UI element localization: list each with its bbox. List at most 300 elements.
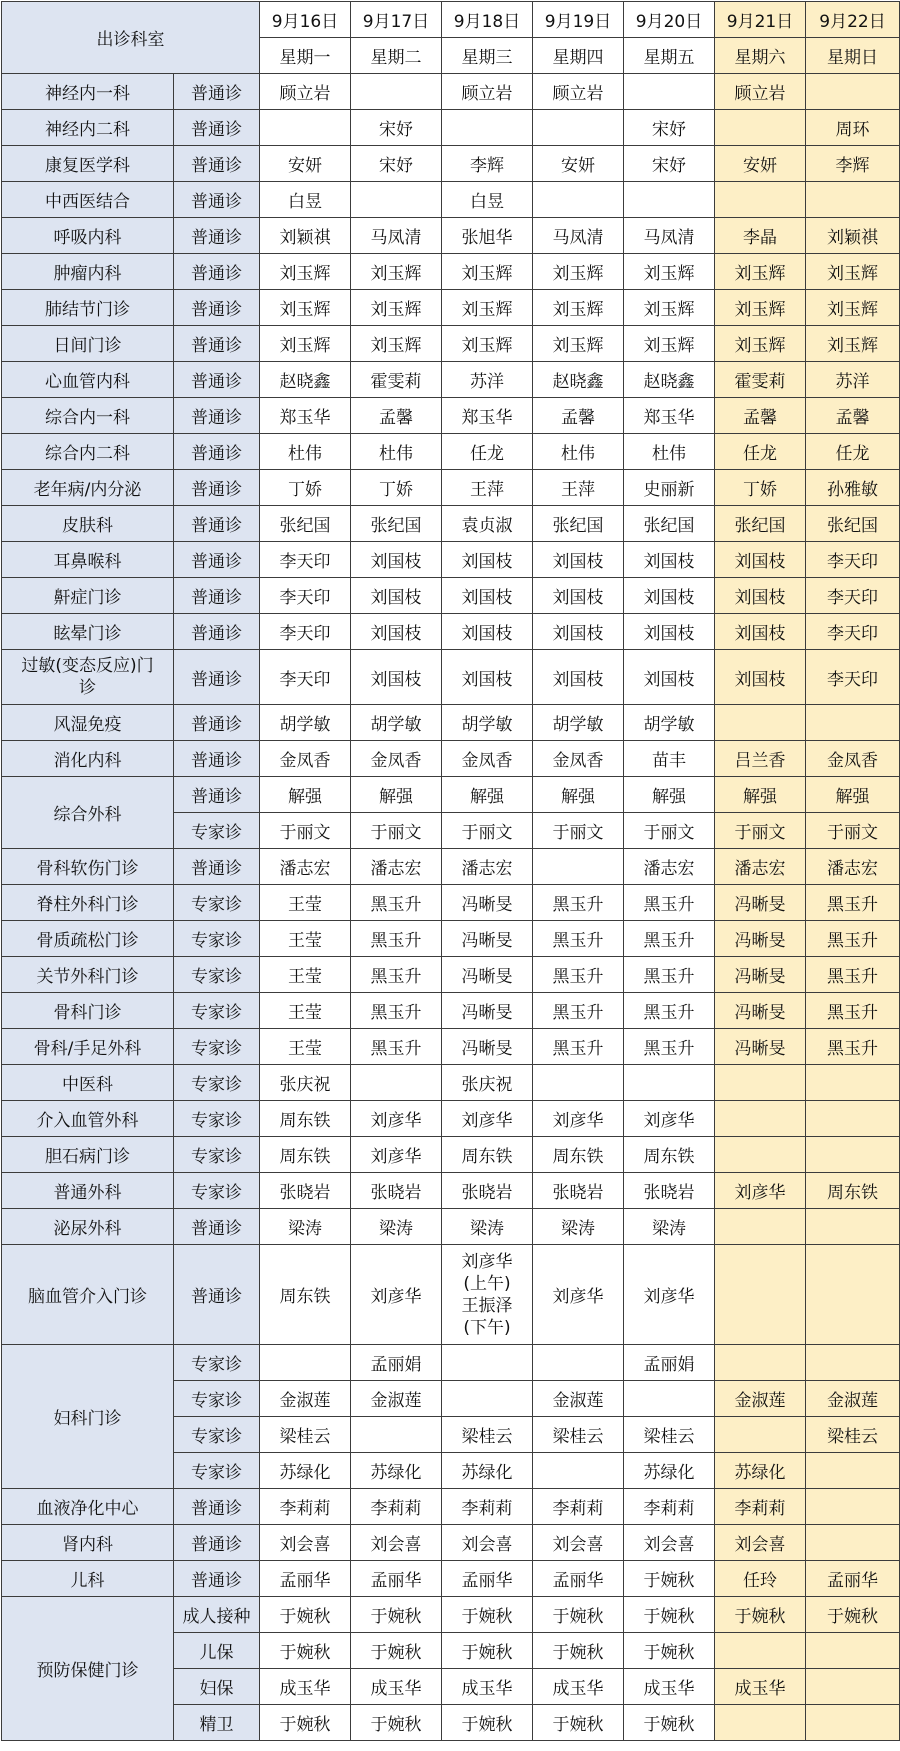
clinic-type: 普通诊	[174, 398, 260, 434]
doctor-cell: 于婉秋	[715, 1597, 806, 1633]
doctor-cell: 金凤香	[806, 741, 900, 777]
department-name: 耳鼻喉科	[2, 542, 174, 578]
department-name: 皮肤科	[2, 506, 174, 542]
doctor-cell: 金淑莲	[260, 1381, 351, 1417]
doctor-cell: 丁娇	[351, 470, 442, 506]
doctor-cell	[806, 1137, 900, 1173]
doctor-cell: 刘国枝	[442, 650, 533, 705]
clinic-type: 普通诊	[174, 578, 260, 614]
doctor-cell: 刘玉辉	[806, 254, 900, 290]
clinic-type: 专家诊	[174, 813, 260, 849]
department-name: 中医科	[2, 1065, 174, 1101]
doctor-cell	[351, 1417, 442, 1453]
doctor-cell: 苏绿化	[624, 1453, 715, 1489]
doctor-cell: 金凤香	[351, 741, 442, 777]
doctor-cell	[260, 1345, 351, 1381]
doctor-cell	[806, 182, 900, 218]
doctor-cell: 黑玉升	[351, 921, 442, 957]
date-header: 9月19日	[533, 2, 624, 38]
doctor-cell: 于婉秋	[624, 1597, 715, 1633]
doctor-cell: 刘玉辉	[715, 290, 806, 326]
schedule-row	[2, 741, 900, 777]
cell-line: (下午)	[463, 1317, 511, 1338]
clinic-type: 专家诊	[174, 1101, 260, 1137]
clinic-type: 普通诊	[174, 506, 260, 542]
doctor-cell: 解强	[351, 777, 442, 813]
doctor-cell: 李莉莉	[624, 1489, 715, 1525]
weekday-header: 星期六	[715, 38, 806, 74]
department-name: 肺结节门诊	[2, 290, 174, 326]
doctor-cell: 解强	[442, 777, 533, 813]
doctor-cell: 胡学敏	[624, 705, 715, 741]
doctor-cell: 冯晰旻	[715, 1029, 806, 1065]
doctor-cell: 冯晰旻	[715, 921, 806, 957]
doctor-cell: 金淑莲	[715, 1381, 806, 1417]
doctor-cell: 刘会喜	[715, 1525, 806, 1561]
doctor-cell: 黑玉升	[533, 921, 624, 957]
doctor-cell: 李天印	[260, 614, 351, 650]
doctor-cell	[351, 1065, 442, 1101]
department-name: 泌尿外科	[2, 1209, 174, 1245]
doctor-cell: 刘颖祺	[806, 218, 900, 254]
doctor-cell: 张晓岩	[260, 1173, 351, 1209]
doctor-cell: 梁桂云	[442, 1417, 533, 1453]
clinic-type: 普通诊	[174, 470, 260, 506]
doctor-cell: 成玉华	[533, 1669, 624, 1705]
doctor-cell: 安妍	[260, 146, 351, 182]
doctor-cell: 于丽文	[260, 813, 351, 849]
doctor-cell	[533, 1345, 624, 1381]
department-name: 眩晕门诊	[2, 614, 174, 650]
doctor-cell: 刘玉辉	[624, 254, 715, 290]
schedule-row	[2, 542, 900, 578]
doctor-cell: 李莉莉	[260, 1489, 351, 1525]
schedule-row	[2, 290, 900, 326]
doctor-cell: 黑玉升	[806, 921, 900, 957]
doctor-cell: 解强	[533, 777, 624, 813]
doctor-cell: 梁桂云	[624, 1417, 715, 1453]
doctor-cell: 马凤清	[624, 218, 715, 254]
doctor-cell: 刘国枝	[533, 650, 624, 705]
doctor-cell: 刘玉辉	[806, 290, 900, 326]
doctor-cell: 周东铁	[806, 1173, 900, 1209]
department-name	[2, 650, 174, 705]
doctor-cell: 刘国枝	[715, 650, 806, 705]
doctor-cell: 刘国枝	[351, 650, 442, 705]
doctor-cell: 张纪国	[533, 506, 624, 542]
doctor-cell: 刘国枝	[715, 578, 806, 614]
doctor-cell: 孟丽华	[442, 1561, 533, 1597]
doctor-cell: 黑玉升	[533, 957, 624, 993]
clinic-type: 妇保	[174, 1669, 260, 1705]
schedule-row	[2, 506, 900, 542]
schedule-row	[2, 1525, 900, 1561]
doctor-cell: 于丽文	[715, 813, 806, 849]
doctor-cell: 张纪国	[624, 506, 715, 542]
doctor-cell	[806, 1065, 900, 1101]
doctor-cell	[715, 1101, 806, 1137]
doctor-cell	[624, 1381, 715, 1417]
doctor-cell	[806, 1345, 900, 1381]
doctor-cell: 李天印	[806, 578, 900, 614]
doctor-cell: 冯晰旻	[715, 957, 806, 993]
cell-line: (上午)	[463, 1273, 511, 1294]
doctor-cell: 于婉秋	[533, 1705, 624, 1741]
department-name: 关节外科门诊	[2, 957, 174, 993]
doctor-cell: 刘玉辉	[442, 254, 533, 290]
doctor-cell: 黑玉升	[624, 885, 715, 921]
doctor-cell: 冯晰旻	[442, 957, 533, 993]
department-name: 预防保健门诊	[2, 1597, 174, 1741]
doctor-cell: 李天印	[806, 542, 900, 578]
doctor-cell: 宋妤	[351, 146, 442, 182]
doctor-cell: 于婉秋	[806, 1597, 900, 1633]
clinic-type: 专家诊	[174, 1381, 260, 1417]
schedule-row	[2, 1345, 900, 1381]
doctor-cell: 周东铁	[442, 1137, 533, 1173]
doctor-cell: 任玲	[715, 1561, 806, 1597]
date-header: 9月17日	[351, 2, 442, 38]
doctor-cell: 刘玉辉	[260, 254, 351, 290]
doctor-cell: 梁涛	[351, 1209, 442, 1245]
schedule-row	[2, 1209, 900, 1245]
clinic-type: 普通诊	[174, 650, 260, 705]
doctor-cell	[624, 74, 715, 110]
doctor-cell: 刘国枝	[624, 650, 715, 705]
doctor-cell: 刘会喜	[624, 1525, 715, 1561]
header-corner: 出诊科室	[2, 2, 260, 74]
doctor-cell: 刘国枝	[442, 614, 533, 650]
doctor-cell: 胡学敏	[442, 705, 533, 741]
doctor-cell: 刘彦华	[351, 1245, 442, 1345]
cell-line: 过敏(变态反应)门	[21, 656, 154, 676]
department-name: 脊柱外科门诊	[2, 885, 174, 921]
doctor-cell: 丁娇	[715, 470, 806, 506]
doctor-cell: 张晓岩	[533, 1173, 624, 1209]
doctor-cell: 黑玉升	[806, 885, 900, 921]
department-name: 综合内一科	[2, 398, 174, 434]
doctor-cell: 顾立岩	[533, 74, 624, 110]
doctor-cell: 李辉	[806, 146, 900, 182]
doctor-cell	[715, 1065, 806, 1101]
department-name: 脑血管介入门诊	[2, 1245, 174, 1345]
department-name: 神经内二科	[2, 110, 174, 146]
doctor-cell: 马凤清	[351, 218, 442, 254]
doctor-cell: 王莹	[260, 957, 351, 993]
doctor-cell: 郑玉华	[442, 398, 533, 434]
doctor-cell: 张纪国	[351, 506, 442, 542]
doctor-cell	[715, 1705, 806, 1741]
department-name: 胆石病门诊	[2, 1137, 174, 1173]
clinic-type: 普通诊	[174, 218, 260, 254]
clinic-type: 专家诊	[174, 957, 260, 993]
doctor-cell: 苏洋	[806, 362, 900, 398]
doctor-cell: 梁涛	[624, 1209, 715, 1245]
weekday-header: 星期五	[624, 38, 715, 74]
doctor-cell	[806, 1245, 900, 1345]
doctor-cell: 孙雅敏	[806, 470, 900, 506]
doctor-cell: 张纪国	[715, 506, 806, 542]
cell-line: 刘彦华	[461, 1251, 513, 1272]
department-name: 骨科软伤门诊	[2, 849, 174, 885]
clinic-type: 普通诊	[174, 849, 260, 885]
doctor-cell: 刘玉辉	[715, 326, 806, 362]
doctor-cell: 刘玉辉	[533, 290, 624, 326]
doctor-cell: 于婉秋	[442, 1633, 533, 1669]
doctor-cell: 于丽文	[806, 813, 900, 849]
doctor-cell: 孟馨	[806, 398, 900, 434]
doctor-cell: 李天印	[260, 650, 351, 705]
doctor-cell	[624, 182, 715, 218]
doctor-cell: 周东铁	[260, 1137, 351, 1173]
doctor-cell: 于婉秋	[442, 1705, 533, 1741]
doctor-cell: 李莉莉	[442, 1489, 533, 1525]
doctor-cell: 苏绿化	[442, 1453, 533, 1489]
doctor-cell: 刘国枝	[715, 542, 806, 578]
doctor-cell: 刘玉辉	[806, 326, 900, 362]
doctor-cell: 张庆祝	[442, 1065, 533, 1101]
clinic-type: 普通诊	[174, 1209, 260, 1245]
doctor-cell: 李辉	[442, 146, 533, 182]
date-header: 9月21日	[715, 2, 806, 38]
doctor-cell: 于婉秋	[533, 1633, 624, 1669]
cell-line: 诊	[79, 678, 96, 698]
doctor-cell	[806, 1633, 900, 1669]
clinic-type: 普通诊	[174, 362, 260, 398]
clinic-type: 专家诊	[174, 1417, 260, 1453]
date-header: 9月16日	[260, 2, 351, 38]
doctor-cell: 刘国枝	[533, 614, 624, 650]
weekday-header: 星期一	[260, 38, 351, 74]
doctor-cell: 于婉秋	[624, 1633, 715, 1669]
department-name: 综合内二科	[2, 434, 174, 470]
doctor-cell: 黑玉升	[624, 1029, 715, 1065]
doctor-cell	[351, 74, 442, 110]
doctor-cell: 潘志宏	[351, 849, 442, 885]
department-name: 神经内一科	[2, 74, 174, 110]
doctor-cell	[806, 1101, 900, 1137]
department-name: 血液净化中心	[2, 1489, 174, 1525]
clinic-type: 普通诊	[174, 542, 260, 578]
doctor-cell: 苏洋	[442, 362, 533, 398]
clinic-type: 普通诊	[174, 777, 260, 813]
doctor-cell: 刘彦华	[624, 1245, 715, 1345]
doctor-cell: 苏绿化	[351, 1453, 442, 1489]
doctor-cell: 成玉华	[624, 1669, 715, 1705]
clinic-type: 普通诊	[174, 1525, 260, 1561]
doctor-cell: 霍雯莉	[351, 362, 442, 398]
doctor-cell	[533, 1453, 624, 1489]
clinic-type: 成人接种	[174, 1597, 260, 1633]
schedule-row	[2, 182, 900, 218]
clinic-type: 普通诊	[174, 74, 260, 110]
doctor-cell: 杜伟	[260, 434, 351, 470]
doctor-cell	[806, 1489, 900, 1525]
doctor-cell: 黑玉升	[351, 993, 442, 1029]
department-name: 普通外科	[2, 1173, 174, 1209]
clinic-type: 普通诊	[174, 741, 260, 777]
doctor-cell: 刘颖祺	[260, 218, 351, 254]
doctor-cell	[715, 1633, 806, 1669]
doctor-cell: 刘玉辉	[624, 326, 715, 362]
doctor-cell: 李天印	[260, 578, 351, 614]
doctor-cell	[715, 1209, 806, 1245]
doctor-cell	[260, 110, 351, 146]
clinic-type: 专家诊	[174, 1137, 260, 1173]
doctor-cell: 刘国枝	[624, 614, 715, 650]
doctor-cell: 吕兰香	[715, 741, 806, 777]
doctor-cell: 潘志宏	[442, 849, 533, 885]
clinic-type: 专家诊	[174, 993, 260, 1029]
department-name: 呼吸内科	[2, 218, 174, 254]
doctor-cell: 李天印	[260, 542, 351, 578]
doctor-cell: 赵晓鑫	[260, 362, 351, 398]
doctor-cell: 于婉秋	[351, 1633, 442, 1669]
doctor-cell: 苏绿化	[715, 1453, 806, 1489]
cell-line: 王振泽	[461, 1295, 513, 1316]
schedule-row	[2, 1101, 900, 1137]
doctor-cell: 黑玉升	[533, 885, 624, 921]
schedule-row	[2, 434, 900, 470]
doctor-cell: 黑玉升	[806, 1029, 900, 1065]
doctor-cell: 黑玉升	[806, 957, 900, 993]
doctor-cell: 梁涛	[533, 1209, 624, 1245]
doctor-cell: 周东铁	[533, 1137, 624, 1173]
schedule-row	[2, 1245, 900, 1345]
doctor-cell: 黑玉升	[624, 921, 715, 957]
doctor-cell: 王莹	[260, 993, 351, 1029]
department-name: 肿瘤内科	[2, 254, 174, 290]
department-name: 介入血管外科	[2, 1101, 174, 1137]
schedule-row	[2, 578, 900, 614]
doctor-cell: 刘会喜	[260, 1525, 351, 1561]
doctor-cell: 刘国枝	[442, 542, 533, 578]
doctor-cell: 于婉秋	[351, 1597, 442, 1633]
doctor-cell: 金淑莲	[351, 1381, 442, 1417]
doctor-cell: 袁贞淑	[442, 506, 533, 542]
department-name: 康复医学科	[2, 146, 174, 182]
schedule-row	[2, 254, 900, 290]
doctor-cell	[533, 110, 624, 146]
doctor-cell: 解强	[260, 777, 351, 813]
doctor-cell: 王莹	[260, 921, 351, 957]
doctor-cell	[715, 705, 806, 741]
doctor-cell	[533, 1065, 624, 1101]
clinic-type: 普通诊	[174, 290, 260, 326]
doctor-cell: 于婉秋	[624, 1705, 715, 1741]
doctor-cell: 刘国枝	[533, 542, 624, 578]
schedule-row	[2, 218, 900, 254]
schedule-row	[2, 921, 900, 957]
department-name: 肾内科	[2, 1525, 174, 1561]
schedule-row	[2, 146, 900, 182]
doctor-cell: 白昱	[442, 182, 533, 218]
doctor-cell: 解强	[624, 777, 715, 813]
doctor-cell: 刘彦华	[351, 1137, 442, 1173]
doctor-cell: 苗丰	[624, 741, 715, 777]
doctor-cell: 潘志宏	[715, 849, 806, 885]
clinic-type: 精卫	[174, 1705, 260, 1741]
doctor-cell: 于丽文	[442, 813, 533, 849]
doctor-cell	[715, 1417, 806, 1453]
doctor-cell: 张庆祝	[260, 1065, 351, 1101]
doctor-cell	[442, 1381, 533, 1417]
doctor-cell	[806, 1209, 900, 1245]
department-name: 骨质疏松门诊	[2, 921, 174, 957]
doctor-cell: 周东铁	[260, 1245, 351, 1345]
doctor-cell: 黑玉升	[351, 957, 442, 993]
doctor-cell: 安妍	[715, 146, 806, 182]
doctor-cell: 周东铁	[260, 1101, 351, 1137]
clinic-type: 普通诊	[174, 110, 260, 146]
doctor-cell: 孟馨	[533, 398, 624, 434]
doctor-cell: 任龙	[442, 434, 533, 470]
doctor-cell: 冯晰旻	[715, 993, 806, 1029]
doctor-cell: 任龙	[715, 434, 806, 470]
doctor-cell: 于丽文	[624, 813, 715, 849]
weekday-header: 星期日	[806, 38, 900, 74]
doctor-cell: 刘彦华	[442, 1101, 533, 1137]
doctor-cell	[351, 182, 442, 218]
schedule-row	[2, 650, 900, 705]
doctor-cell	[806, 1453, 900, 1489]
doctor-cell: 顾立岩	[442, 74, 533, 110]
doctor-cell: 刘玉辉	[442, 290, 533, 326]
doctor-cell: 李莉莉	[715, 1489, 806, 1525]
doctor-cell: 杜伟	[351, 434, 442, 470]
doctor-cell: 梁桂云	[806, 1417, 900, 1453]
doctor-cell: 刘玉辉	[351, 254, 442, 290]
schedule-row	[2, 993, 900, 1029]
doctor-cell: 胡学敏	[533, 705, 624, 741]
doctor-cell: 孟丽娟	[624, 1345, 715, 1381]
doctor-cell: 王莹	[260, 885, 351, 921]
doctor-cell: 张纪国	[260, 506, 351, 542]
doctor-cell: 李晶	[715, 218, 806, 254]
doctor-cell: 刘彦华	[624, 1101, 715, 1137]
doctor-cell: 黑玉升	[533, 1029, 624, 1065]
doctor-cell: 李莉莉	[351, 1489, 442, 1525]
clinic-type: 普通诊	[174, 705, 260, 741]
doctor-cell: 黑玉升	[533, 993, 624, 1029]
doctor-cell: 于丽文	[533, 813, 624, 849]
doctor-cell: 李天印	[806, 650, 900, 705]
doctor-cell: 刘国枝	[715, 614, 806, 650]
doctor-cell: 顾立岩	[260, 74, 351, 110]
clinic-schedule-table	[1, 1, 900, 1741]
clinic-type: 普通诊	[174, 614, 260, 650]
doctor-cell: 任龙	[806, 434, 900, 470]
schedule-row	[2, 957, 900, 993]
schedule-row	[2, 74, 900, 110]
schedule-row	[2, 1065, 900, 1101]
doctor-cell: 于婉秋	[624, 1561, 715, 1597]
department-name: 中西医结合	[2, 182, 174, 218]
doctor-cell: 于丽文	[351, 813, 442, 849]
doctor-cell: 刘会喜	[533, 1525, 624, 1561]
doctor-cell: 刘国枝	[351, 578, 442, 614]
doctor-cell: 潘志宏	[624, 849, 715, 885]
doctor-cell: 于婉秋	[442, 1597, 533, 1633]
doctor-cell: 成玉华	[351, 1669, 442, 1705]
doctor-cell: 赵晓鑫	[533, 362, 624, 398]
schedule-row	[2, 614, 900, 650]
clinic-type: 专家诊	[174, 885, 260, 921]
schedule-row	[2, 1173, 900, 1209]
doctor-cell: 刘国枝	[351, 614, 442, 650]
doctor-cell	[806, 1669, 900, 1705]
doctor-cell	[806, 74, 900, 110]
